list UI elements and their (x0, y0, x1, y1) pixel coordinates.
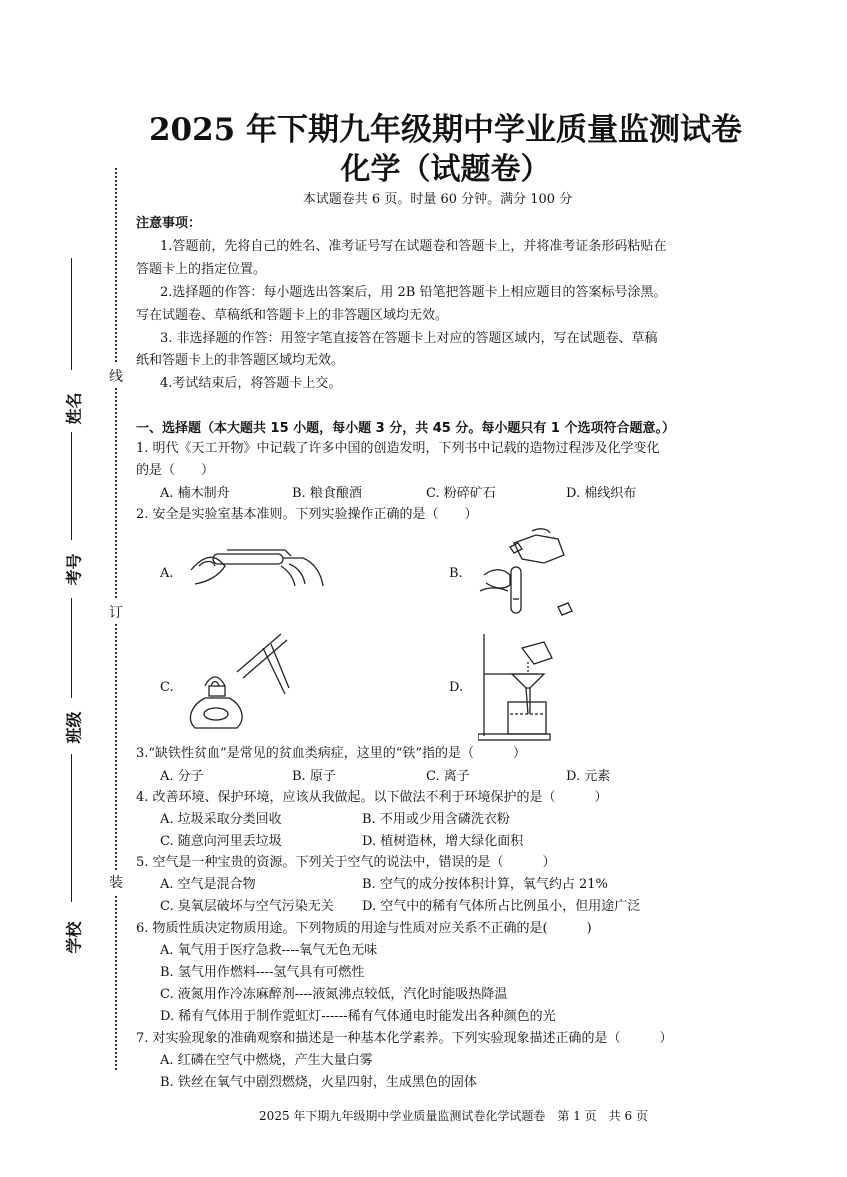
q6-option-d: D. 稀有气体用于制作霓虹灯------稀有气体通电时能发出各种颜色的光 (160, 1009, 556, 1024)
q3-option-c: C. 离子 (426, 769, 470, 784)
q6-option-c: C. 液氮用作冷冻麻醉剂----液氮沸点较低，汽化时能吸热降温 (160, 987, 508, 1002)
class-field-line (71, 598, 72, 698)
notice-line-1: 1.答题前，先将自己的姓名、准考证号写在试题卷和答题卡上，并将准考证条形码粘贴在 (160, 239, 667, 254)
q4-option-c: C. 随意向河里丢垃圾 (160, 834, 282, 849)
q5-option-a: A. 空气是混合物 (160, 877, 256, 892)
q1-option-a: A. 楠木制舟 (160, 486, 230, 501)
q1-option-d: D. 棉线织布 (566, 486, 637, 501)
notice-line-7: 4.考试结束后，将答题卡上交。 (160, 376, 342, 391)
binding-char-xian: 线 (109, 364, 123, 388)
school-field-line (71, 754, 72, 902)
q6-stem: 6. 物质性质决定物质用途。下列物质的用途与性质对应关系不正确的是( ) (136, 921, 592, 936)
name-field-label: 姓名 (64, 392, 84, 425)
q3-option-b: B. 原子 (292, 769, 336, 784)
figure-c-alcohol-lamp-dropper (185, 628, 295, 732)
name-field-line (71, 258, 72, 370)
page-footer: 2025 年下期九年级期中学业质量监测试卷化学试题卷 第 1 页 共 6 页 (259, 1109, 648, 1123)
exam-subject-title: 化学（试题卷） (340, 152, 551, 187)
q2-label-d: D. (449, 680, 464, 695)
q7-stem: 7. 对实验现象的准确观察和描述是一种基本化学素养。下列实验现象描述正确的是（ ） (136, 1031, 673, 1046)
q3-option-a: A. 分子 (160, 769, 204, 784)
q1-stem-cont: 的是（ ） (136, 463, 215, 478)
q3-stem: 3.“缺铁性贫血”是常见的贫血类病症，这里的“铁”指的是（ ） (136, 746, 526, 761)
q5-stem: 5. 空气是一种宝贵的资源。下列关于空气的说法中，错误的是（ ） (136, 855, 556, 870)
q4-option-b: B. 不用或少用含磷洗衣粉 (362, 812, 510, 827)
q3-option-d: D. 元素 (566, 769, 611, 784)
exam-info: 本试题卷共 6 页。时量 60 分钟。满分 100 分 (302, 192, 573, 207)
q6-option-a: A. 氧气用于医疗急救----氧气无色无味 (160, 943, 378, 958)
q2-label-b: B. (449, 566, 463, 581)
exam-title: 2025 年下期九年级期中学业质量监测试卷 (148, 112, 743, 148)
figure-b-pouring-liquid (474, 525, 584, 625)
q1-stem: 1. 明代《天工开物》中记载了许多中国的创造发明，下列书中记载的造物过程涉及化学变化 (136, 441, 660, 456)
q4-option-a: A. 垃圾采取分类回收 (160, 812, 282, 827)
q1-option-b: B. 粮食酿酒 (292, 486, 362, 501)
q7-option-b: B. 铁丝在氧气中剧烈燃烧，火星四射，生成黑色的固体 (160, 1075, 477, 1090)
binding-char-zhuang: 装 (109, 870, 123, 894)
section-heading: 一、选择题（本大题共 15 小题，每小题 3 分，共 45 分。每小题只有 1 个选项符合题意。） (136, 421, 675, 436)
q1-option-c: C. 粉碎矿石 (426, 486, 496, 501)
q5-option-b: B. 空气的成分按体积计算，氧气约占 21% (362, 877, 608, 892)
notice-line-2: 答题卡上的指定位置。 (136, 262, 267, 277)
q4-stem: 4. 改善环境、保护环境，应该从我做起。以下做法不利于环境保护的是（ ） (136, 790, 608, 805)
q4-option-d: D. 植树造林，增大绿化面积 (362, 834, 524, 849)
notice-line-6: 纸和答题卡上的非答题区域均无效。 (136, 353, 345, 368)
figure-d-filtration (478, 628, 568, 742)
q2-label-a: A. (160, 566, 174, 581)
q2-stem: 2. 安全是实验室基本准则。下列实验操作正确的是（ ） (136, 507, 478, 522)
notice-line-4: 写在试题卷、草稿纸和答题卡上的非答题区域均无效。 (136, 308, 449, 323)
class-field-label: 班级 (64, 711, 84, 744)
notice-line-3: 2.选择题的作答：每小题选出答案后，用 2B 铅笔把答题卡上相应题目的答案标号涂黑。 (160, 285, 667, 300)
exam-number-field-line (71, 432, 72, 540)
notice-line-5: 3. 非选择题的作答：用签字笔直接答在答题卡上对应的答题区域内，写在试题卷、草稿 (160, 331, 658, 346)
school-field-label: 学校 (64, 921, 84, 954)
q2-label-c: C. (160, 680, 174, 695)
figure-a-test-tube-hands (185, 536, 330, 592)
q5-option-d: D. 空气中的稀有气体所占比例虽小，但用途广泛 (362, 899, 641, 914)
q6-option-b: B. 氢气用作燃料----氢气具有可燃性 (160, 965, 365, 980)
q5-option-c: C. 臭氧层破坏与空气污染无关 (160, 899, 334, 914)
q7-option-a: A. 红磷在空气中燃烧，产生大量白雾 (160, 1053, 373, 1068)
exam-number-field-label: 考号 (64, 553, 84, 586)
notice-heading: 注意事项： (136, 216, 202, 231)
binding-char-ding: 订 (109, 600, 123, 624)
